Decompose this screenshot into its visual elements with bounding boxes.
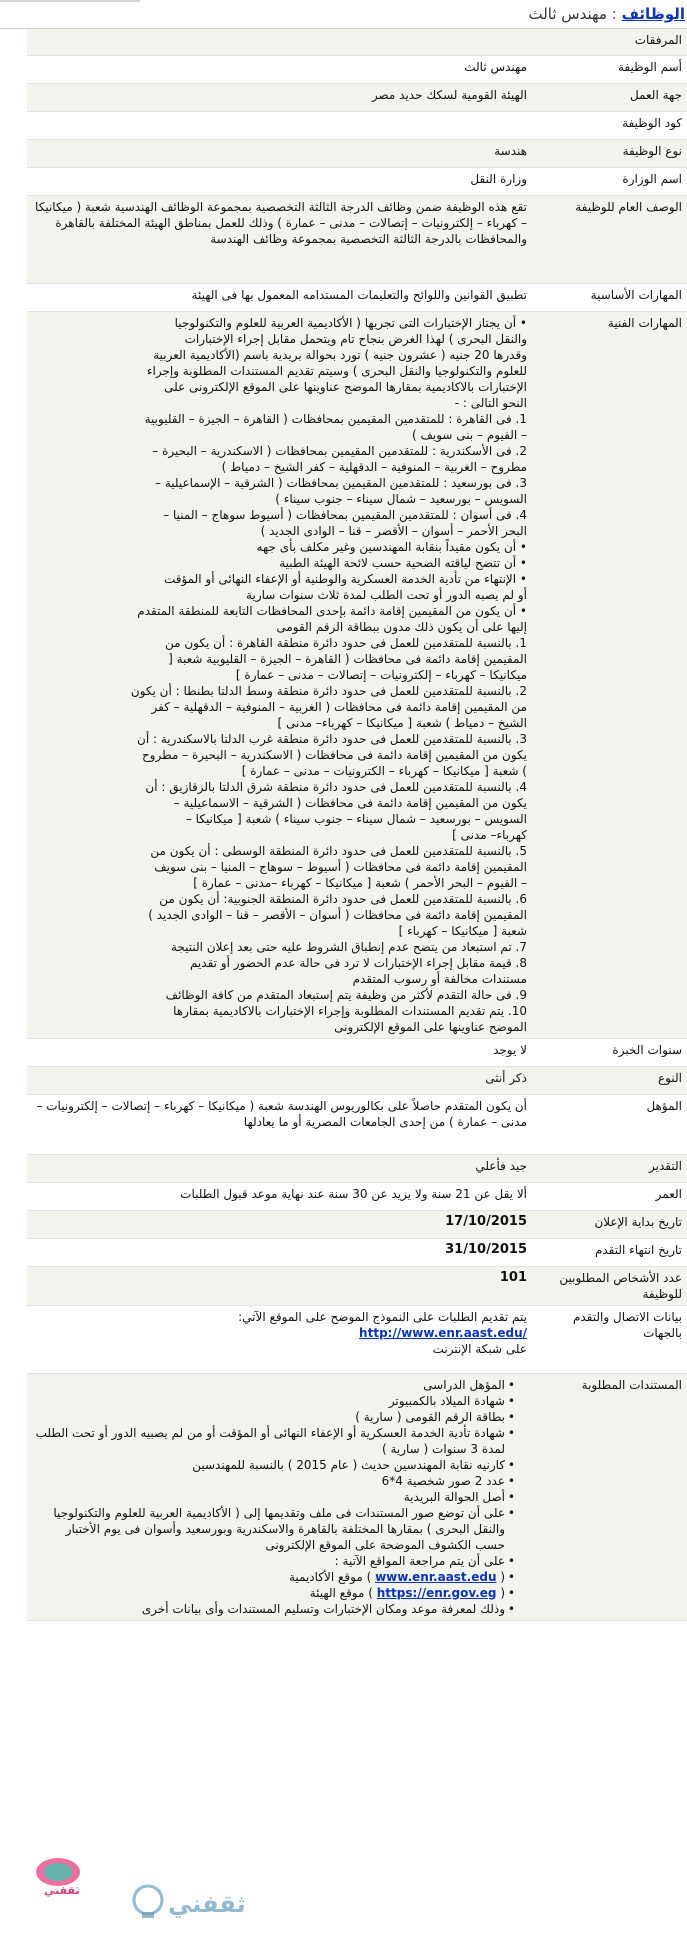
technical-skills-line: • أن يكون من المقيمين إقامة دائمة بإحدى المحافظات التابعة للمنطقة المتقدم <box>137 603 527 618</box>
technical-skills-line: البحر الأحمر – أسوان – الأقصر – قنا – الوادى الجديد ) <box>260 523 527 538</box>
row-description <box>27 195 687 283</box>
page-job-title: مهندس ثالث <box>528 5 607 23</box>
row-technical-skills <box>27 311 687 1038</box>
technical-skills-line: مطروح – الغربية – المنوفية – الدقهلية – كفر الشيخ – دمياط ) <box>221 459 527 474</box>
technical-skills-line: 5. بالنسبة للمتقدمين للعمل فى حدود دائرة المنطقة الوسطى : أن يكون من <box>150 843 527 858</box>
row-employer <box>27 83 687 111</box>
contact-website-link[interactable]: http://www.enr.aast.edu/ <box>359 1325 527 1340</box>
academy-link-suffix: ) موقع الأكاديمية <box>288 1569 372 1584</box>
technical-skills-line: والنقل البحرى ) لهذا الغرض بنجاح تام ويتحمل مقابل إجراء الإختبارات <box>184 331 527 346</box>
label-basic-skills: المهارات الأساسية <box>532 283 687 311</box>
row-job-code <box>27 111 687 139</box>
value-announce-date: 17/10/2015 <box>27 1210 532 1238</box>
technical-skills-line: • أن يكون مقيداً بنقابة المهندسين وغير مكلف بأى جهه <box>256 539 527 554</box>
technical-skills-line: أو لم يصبه الدور أو تحت الطلب لمدة ثلاث سنوات سارية <box>246 587 527 602</box>
value-age: ألا يقل عن 21 سنة ولا يزيد عن 30 سنة عند نهاية موعد قبول الطلبات <box>27 1182 532 1210</box>
row-qualification <box>27 1094 687 1154</box>
technical-skills-line: 8. قيمة مقابل إجراء الإختبارات لا ترد فى حالة عدم الحضور أو تقديم <box>189 955 527 970</box>
breadcrumb-separator: : <box>606 5 622 23</box>
technical-skills-line: 6. بالنسبة للمتقدمين للعمل فى حدود دائرة المنطقة الجنوبية: أن يكون من <box>159 891 527 906</box>
technical-skills-line: يكون من المقيمين إقامة دائمة فى محافظات ( الاسكندرية – البحيرة – مطروح <box>141 747 527 762</box>
technical-skills-line: 2. فى الأسكندرية : للمتقدمين المقيمين بمحافظات ( الاسكندرية – البحيرة – <box>152 443 527 458</box>
label-close-date: تاريخ انتهاء التقدم <box>532 1238 687 1266</box>
technical-skills-line: النحو التالى : - <box>454 395 527 410</box>
label-technical-skills: المهارات الفنية <box>532 311 687 1038</box>
technical-skills-line: يكون من المقيمين إقامة دائمة فى محافظات ( الشرقية – الاسماعيلية – <box>173 795 527 810</box>
list-item: • على أن يتم مراجعة المواقع الآتية : <box>32 1553 515 1569</box>
row-documents <box>27 1373 687 1620</box>
authority-website-link[interactable]: https://enr.gov.eg <box>376 1585 497 1600</box>
row-close-date <box>27 1238 687 1266</box>
technical-skills-line: 1. بالنسبة للمتقدمين للعمل فى حدود دائرة منطقة القاهرة : أن يكون من <box>164 635 527 650</box>
row-experience <box>27 1038 687 1066</box>
list-item: • عدد 2 صور شخصية 4*6 <box>32 1473 515 1489</box>
technical-skills-line: 3. بالنسبة للمتقدمين للعمل فى حدود دائرة منطقة غرب الدلتا بالاسكندرية : أن <box>137 731 527 746</box>
row-announce-date <box>27 1210 687 1238</box>
technical-skills-line: 10. يتم تقديم المستندات المطلوبة وإجراء الإختبارات بالاكاديمية بمقارها <box>173 1003 527 1018</box>
technical-skills-line: للعلوم والتكنولوجيا والنقل البحرى ) وسيتم تقديم المستندات المطلوبة وإجراء <box>146 363 527 378</box>
authority-link-suffix: ) موقع الهيئة <box>309 1585 373 1600</box>
label-contact: بيانات الاتصال والتقدم بالجهات <box>532 1305 687 1373</box>
list-item: • شهادة الميلاد بالكمبيوتر <box>32 1393 515 1409</box>
site-watermark-logo <box>28 1852 246 1932</box>
technical-skills-line: الشيخ – دمياط ) شعبة [ ميكانيكا – كهرباء– مدنى ] <box>277 715 527 730</box>
label-experience: سنوات الخبرة <box>532 1038 687 1066</box>
technical-skills-line: • الإنتهاء من تأدية الخدمة العسكرية والوطنية أو الإعفاء النهائى أو المؤقت <box>163 571 527 586</box>
label-documents: المستندات المطلوبة <box>532 1373 687 1620</box>
row-ministry <box>27 167 687 195</box>
value-experience: لا يوجد <box>27 1038 532 1066</box>
technical-skills-line: شعبة [ ميكانيكا – كهرباء ] <box>398 923 527 938</box>
technical-skills-line: وقدرها 20 جنيه ( عشرون جنيه ) تورد بحوالة بريدية باسم (الأكاديمية العربية <box>153 347 527 362</box>
value-contact <box>27 1305 532 1373</box>
watermark-small-text: ثقفني <box>44 1884 80 1897</box>
label-qualification: المؤهل <box>532 1094 687 1154</box>
row-job-name <box>27 55 687 83</box>
job-details-table <box>27 29 687 1621</box>
value-basic-skills: تطبيق القوانين واللوائح والتعليمات المستدامه المعمول بها فى الهيئة <box>27 283 532 311</box>
list-item: • شهادة تأدية الخدمة العسكرية أو الإعفاء النهائى أو المؤقت أو من لم يصبيه الدور أو تحت الطلب لمدة 3 سنوات ( سارية ) <box>32 1425 515 1457</box>
page-title <box>0 0 687 29</box>
row-contact <box>27 1305 687 1373</box>
technical-skills-line: السويس – بورسعيد – شمال سيناء – جنوب سيناء ) شعبة [ ميكانيكا – <box>185 811 527 826</box>
technical-skills-line: 2. بالنسبة للمتقدمين للعمل فى حدود دائرة منطقة وسط الدلتا بطنطا : أن يكون <box>130 683 527 698</box>
technical-skills-line: – الفيوم – البحر الأحمر ) شعبة [ ميكانيكا – كهرباء –مدنى – عمارة ] <box>193 875 527 890</box>
breadcrumb-jobs-link[interactable]: الوظائف <box>621 5 685 23</box>
technical-skills-line: 1. فى القاهرة : للمتقدمين المقيمين بمحافظات ( القاهرة – الجيزة – القليوبية <box>144 411 527 426</box>
label-job-type: نوع الوظيفة <box>532 139 687 167</box>
value-attachments <box>27 29 532 55</box>
technical-skills-line: المقيمين إقامة دائمة فى محافظات ( أسيوط – سوهاج – المنيا – بنى سويف <box>154 859 527 874</box>
label-attachments: المرفقات <box>532 29 687 55</box>
label-announce-date: تاريخ بداية الإعلان <box>532 1210 687 1238</box>
technical-skills-line: – الفيوم – بنى سويف ) <box>411 427 527 442</box>
label-headcount: عدد الأشخاص المطلوبين للوظيفة <box>532 1266 687 1305</box>
label-grade: التقدير <box>532 1154 687 1182</box>
label-employer: جهة العمل <box>532 83 687 111</box>
label-ministry: اسم الوزارة <box>532 167 687 195</box>
list-item: • ( https://enr.gov.eg ) موقع الهيئة <box>32 1585 515 1601</box>
value-grade: جيد فأعلي <box>27 1154 532 1182</box>
documents-last-item: وذلك لمعرفة موعد ومكان الإختبارات وتسليم المستندات وأى بيانات أخرى <box>141 1601 505 1616</box>
watermark-text: ثقفني <box>168 1890 246 1918</box>
contact-line: يتم تقديم الطلبات على النموذج الموضح على الموقع الآتي: <box>238 1309 527 1324</box>
technical-skills-line: من المقيمين إقامة دائمة فى محافظات ( الغربية – المنوفية – الدقهلية – كفر <box>151 699 527 714</box>
value-description: تقع هذه الوظيفة ضمن وظائف الدرجة الثالثة التخصصية بمجموعة الوظائف الهندسية شعبة ( ميكانيكا – كهرباء – إلكترونيات – إتصالات – مدنى – عمارة ) وذلك للعمل بمناطق الهيئة المختلفة بالقاهرة والمحافظات بالدرجة الثالثة التخصصية بمجموعة وظائف الهندسة <box>27 195 532 283</box>
list-item: • كارنيه نقابة المهندسين حديث ( عام 2015 ) بالنسبة للمهندسين <box>32 1457 515 1473</box>
row-job-type <box>27 139 687 167</box>
value-employer: الهيئة القومية لسكك حديد مصر <box>27 83 532 111</box>
technical-skills-line: • أن يجتاز الإختبارات التى تجريها ( الأكاديمية العربية للعلوم والتكنولوجيا <box>174 315 527 330</box>
row-basic-skills <box>27 283 687 311</box>
label-job-name: أسم الوظيفة <box>532 55 687 83</box>
value-ministry: وزارة النقل <box>27 167 532 195</box>
technical-skills-line: الإختبارات بالاكاديمية بمقارها الموضح عناوينها على الموقع الإلكترونى على <box>164 379 527 394</box>
label-gender: النوع <box>532 1066 687 1094</box>
list-item: • على أن توضع صور المستندات فى ملف وتقديمها إلى ( الأكاديمية العربية للعلوم والتكنولوجيا والنقل البحرى ) بمقارها المختلفة بالقاهرة والاسكندرية وبورسعيد وأسوان فى يوم الأختبار حسب الكشوف الموضحة على الموقع الإلكترونى <box>32 1505 515 1553</box>
value-gender: ذكر أنثى <box>27 1066 532 1094</box>
technical-skills-line: المقيمين إقامة دائمة فى محافظات ( أسوان – الأقصر – قنا – الوادى الجديد ) <box>148 907 527 922</box>
list-item: • بطاقة الرقم القومى ( سارية ) <box>32 1409 515 1425</box>
technical-skills-line: كهرباء– مدنى ] <box>452 827 527 842</box>
row-attachments <box>27 29 687 55</box>
row-age <box>27 1182 687 1210</box>
technical-skills-line: إليها على أن يكون ذلك مدون ببطاقة الرقم القومى <box>276 619 527 634</box>
technical-skills-line: 7. تم استبعاد من يتضح عدم إنطباق الشروط عليه حتى بعد إعلان النتيجة <box>170 939 527 954</box>
row-grade <box>27 1154 687 1182</box>
technical-skills-line: مستندات مخالفة أو رسوب المتقدم <box>352 971 527 986</box>
label-job-code: كود الوظيفة <box>532 111 687 139</box>
value-job-code <box>27 111 532 139</box>
technical-skills-lines <box>32 315 527 1035</box>
value-job-type: هندسة <box>27 139 532 167</box>
contact-line-internet: على شبكة الإنترنت <box>432 1341 527 1356</box>
technical-skills-line: 4. بالنسبة للمتقدمين للعمل فى حدود دائرة منطقة شرق الدلتا بالزقازيق : أن <box>145 779 527 794</box>
list-item: • المؤهل الدراسى <box>32 1377 515 1393</box>
value-job-name: مهندس ثالث <box>27 55 532 83</box>
row-headcount <box>27 1266 687 1305</box>
technical-skills-line: 4. فى أسوان : للمتقدمين المقيمين بمحافظات ( أسيوط سوهاج – المنيا – <box>163 507 527 522</box>
technical-skills-line: ) شعبة [ ميكانيكا – كهرباء – الكترونيات – مدنى – عمارة ] <box>241 763 527 778</box>
row-gender <box>27 1066 687 1094</box>
list-item <box>32 1601 515 1617</box>
academy-website-link[interactable]: www.enr.aast.edu <box>375 1569 497 1584</box>
value-headcount: 101 <box>27 1266 532 1305</box>
value-qualification: أن يكون المتقدم حاصلاً على بكالوريوس الهندسة شعبة ( ميكانيكا – كهرباء – إتصالات – إلكترونيات – مدنى – عمارة ) من إحدى الجامعات المصرية أو ما يعادلها <box>27 1094 532 1154</box>
top-rule <box>0 0 140 2</box>
technical-skills-line: السويس – بورسعيد – شمال سيناء – جنوب سيناء ) <box>275 491 527 506</box>
list-item: • ( www.enr.aast.edu ) موقع الأكاديمية <box>32 1569 515 1585</box>
label-description: الوصف العام للوظيفة <box>532 195 687 283</box>
documents-list <box>32 1377 527 1569</box>
technical-skills-line: الموضح عناوينها على الموقع الإلكترونى <box>334 1019 527 1034</box>
value-technical-skills <box>27 311 532 1038</box>
technical-skills-line: المقيمين إقامة دائمة فى محافظات ( القاهرة – الجيزة – القليوبية شعبة [ <box>168 651 527 666</box>
label-age: العمر <box>532 1182 687 1210</box>
technical-skills-line: • أن تتضح لياقته الصحية حسب لائحة الهيئة الطبية <box>279 555 527 570</box>
value-close-date: 31/10/2015 <box>27 1238 532 1266</box>
technical-skills-line: ميكانيكا – كهرباء – إلكترونيات – إتصالات – مدنى – عمارة ] <box>235 667 527 682</box>
list-item: • أصل الحوالة البريدية <box>32 1489 515 1505</box>
technical-skills-line: 9. فى حالة التقدم لأكثر من وظيفة يتم إستبعاد المتقدم من كافة الوظائف <box>165 987 527 1002</box>
documents-links-list <box>32 1569 527 1617</box>
value-documents <box>27 1373 532 1620</box>
technical-skills-line: 3. فى بورسعيد : للمتقدمين المقيمين بمحافظات ( الشرقية – الإسماعيلية – <box>155 475 527 490</box>
